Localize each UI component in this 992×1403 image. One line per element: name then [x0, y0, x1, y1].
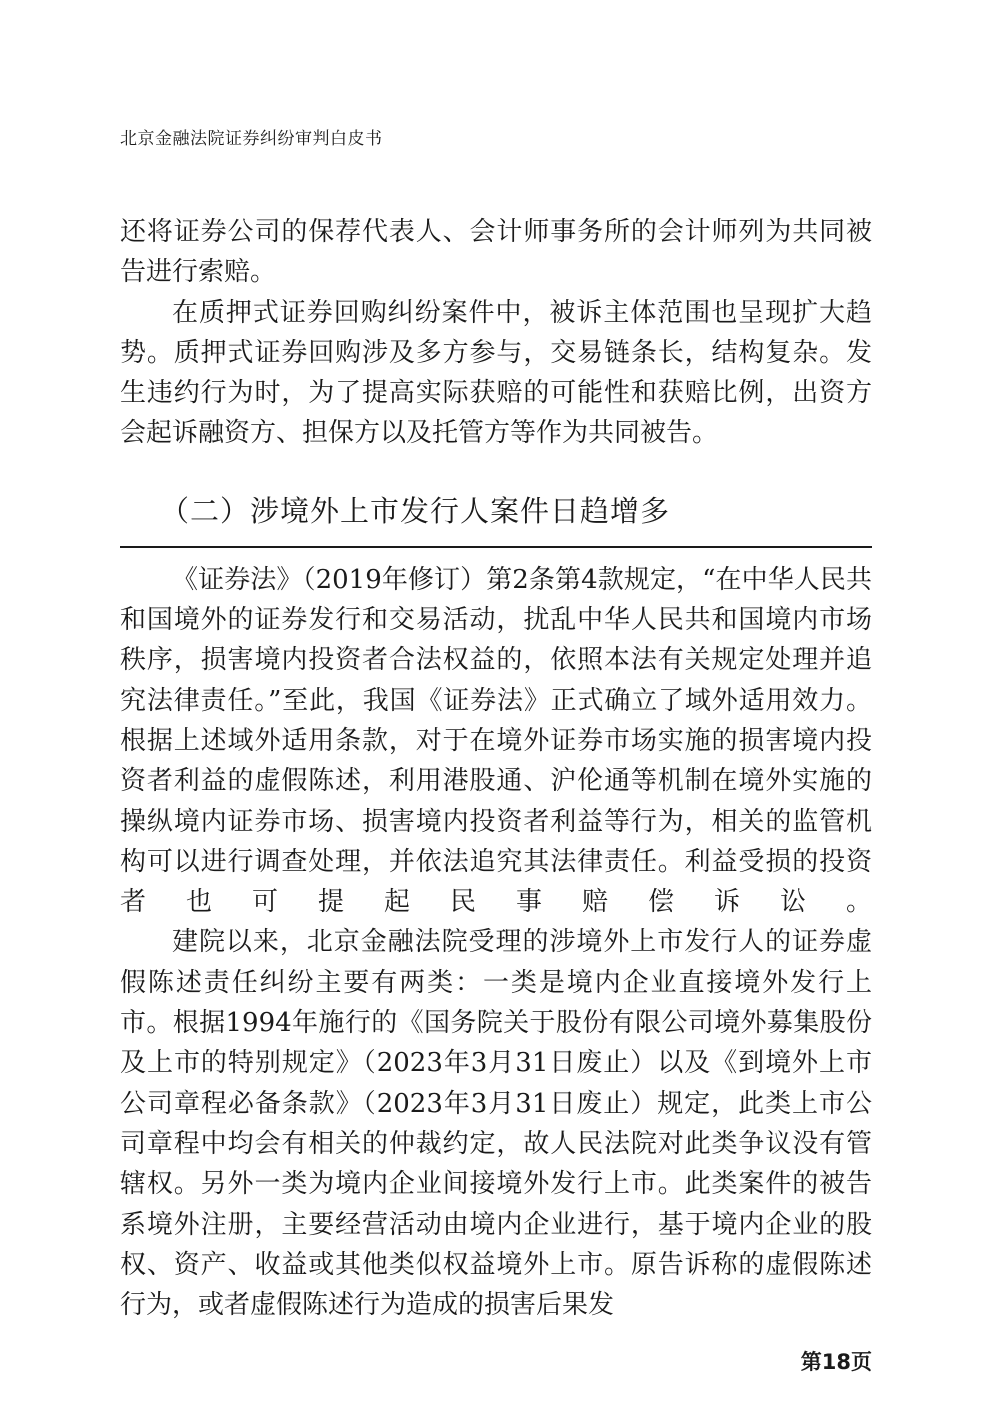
paragraph-case-types: 建院以来，北京金融法院受理的涉境外上市发行人的证券虚假陈述责任纠纷主要有两类：一类是境内企业直接境外发行上市。根据1994年施行的《国务院关于股份有限公司境外募集股份及上市的特别规定》（2023年3月31日废止）以及《到境外上市公司章程必备条款》（2023年3月31日废止）规定，此类上市公司章程中均会有相关的仲裁约定，故人民法院对此类争议没有管辖权。另外一类为境内企业间接境外发行上市。此类案件的被告系境外注册，主要经营活动由境内企业进行，基于境内企业的股权、资产、收益或其他类似权益境外上市。原告诉称的虚假陈述行为，或者虚假陈述行为造成的损害后果发	[120, 927, 872, 1321]
page-body	[120, 212, 872, 1325]
paragraph-securities-law: 《证券法》（2019年修订）第2条第4款规定，“在中华人民共和国境外的证券发行和交易活动，扰乱中华人民共和国境内市场秩序，损害境内投资者合法权益的，依照本法有关规定处理并追究法律责任。”至此，我国《证券法》正式确立了域外适用效力。根据上述域外适用条款，对于在境外证券市场实施的损害境内投资者利益的虚假陈述，利用港股通、沪伦通等机制在境外实施的操纵境内证券市场、损害境内投资者利益等行为，相关的监管机构可以进行调查处理，并依法追究其法律责任。利益受损的投资者也可提起民事赔偿诉讼。	[120, 564, 872, 918]
paragraph-pledge-repo: 在质押式证券回购纠纷案件中，被诉主体范围也呈现扩大趋势。质押式证券回购涉及多方参与，交易链条长，结构复杂。发生违约行为时，为了提高实际获赔的可能性和获赔比例，出资方会起诉融资方、担保方以及托管方等作为共同被告。	[120, 297, 872, 449]
running-header-title: 北京金融法院证券纠纷审判白皮书	[120, 129, 383, 149]
section-heading: （二）涉境外上市发行人案件日趋增多	[160, 493, 671, 528]
paragraph-continued: 还将证券公司的保荐代表人、会计师事务所的会计师列为共同被告进行索赔。	[120, 217, 872, 288]
page-number: 第18页	[800, 1350, 872, 1374]
section-divider	[120, 546, 872, 548]
